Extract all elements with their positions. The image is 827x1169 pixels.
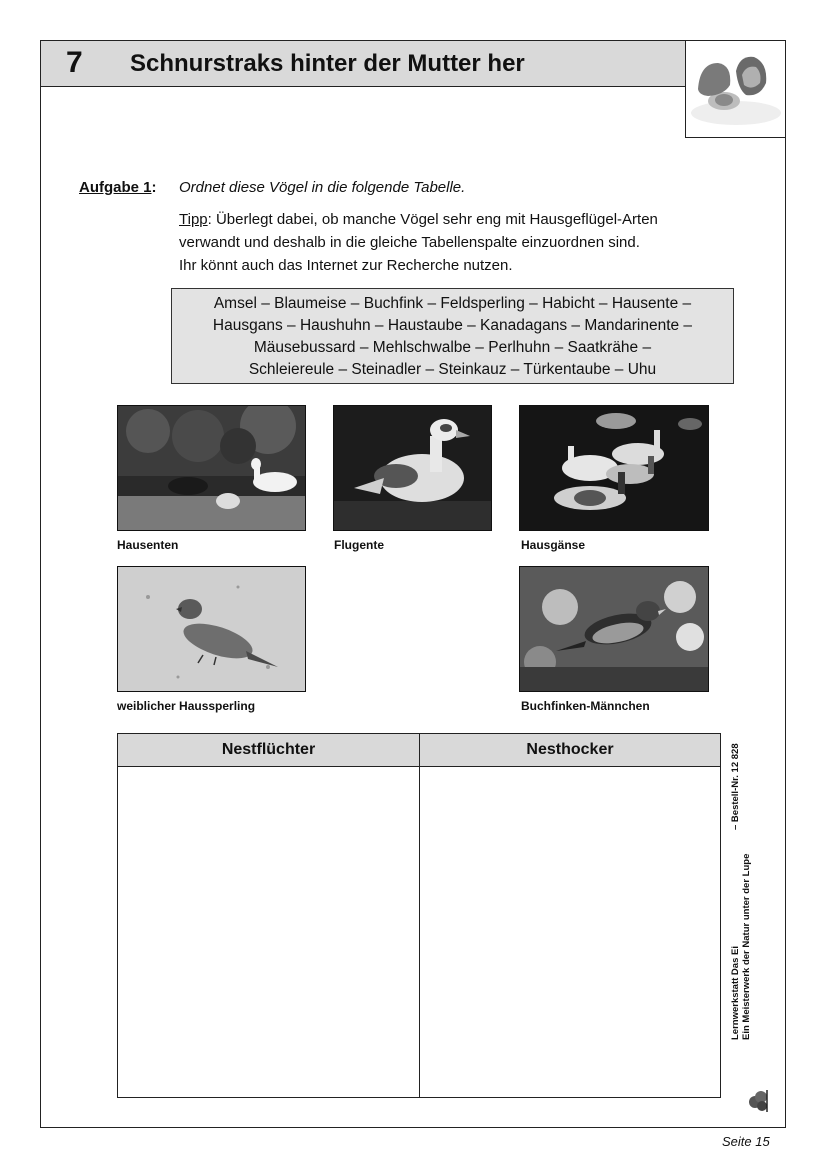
bird-list-line: Amsel – Blaumeise – Buchfink – Feldsperling – Habicht – Hausente – [213,295,692,312]
bird-list-line: Schleiereule – Steinadler – Steinkauz – Türkentaube – Uhu [248,361,657,378]
page-number: Seite 15 [722,1134,770,1149]
col-header-nesthocker: Nesthocker [526,741,614,758]
tip-label: Tipp [179,211,208,228]
photo-hausenten [117,405,306,531]
task-label: Aufgabe 1: [79,179,157,196]
column-divider [419,734,420,1097]
chapter-number: 7 [66,46,83,79]
page-title: Schnurstraks hinter der Mutter her [130,50,525,77]
sidebar-subtitle: Ein Meisterwerk der Natur unter der Lupe [741,853,752,1040]
bird-list-line: Mäusebussard – Mehlschwalbe – Perlhuhn – Saatkrähe – [253,339,652,356]
photo-buchfink [519,566,709,692]
col-header-nestfluechter: Nestflüchter [221,741,316,758]
photo-sperling [117,566,306,692]
bird-list-box [171,288,734,384]
caption-hausenten: Hausenten [117,538,179,552]
caption-sperling: weiblicher Haussperling [117,699,256,713]
sidebar-order-number: – Bestell-Nr. 12 828 [730,743,741,830]
publisher-logo-icon [747,1088,777,1121]
caption-flugente: Flugente [334,538,384,552]
sidebar-credits [730,710,752,1040]
caption-buchfink: Buchfinken-Männchen [521,699,650,713]
sidebar-title: Lernwerkstatt Das Ei [730,946,741,1040]
photo-flugente [333,405,492,531]
caption-hausgaense: Hausgänse [521,538,586,552]
bird-list-line: Hausgans – Haushuhn – Haustaube – Kanadagans – Mandarinente – [212,317,693,334]
answer-table [117,733,721,1098]
task-instruction: Ordnet diese Vögel in die folgende Tabelle. [179,179,466,196]
tip-text: Tipp: Überlegt dabei, ob manche Vögel sehr eng mit Hausgeflügel-Arten verwandt und deshalb in die gleiche Tabellenspalte einzuordnen sind. Ihr könnt auch das Internet zur Recherche nutzen. [179,211,658,274]
egg-image [685,40,786,138]
photo-hausgaense [519,405,709,531]
